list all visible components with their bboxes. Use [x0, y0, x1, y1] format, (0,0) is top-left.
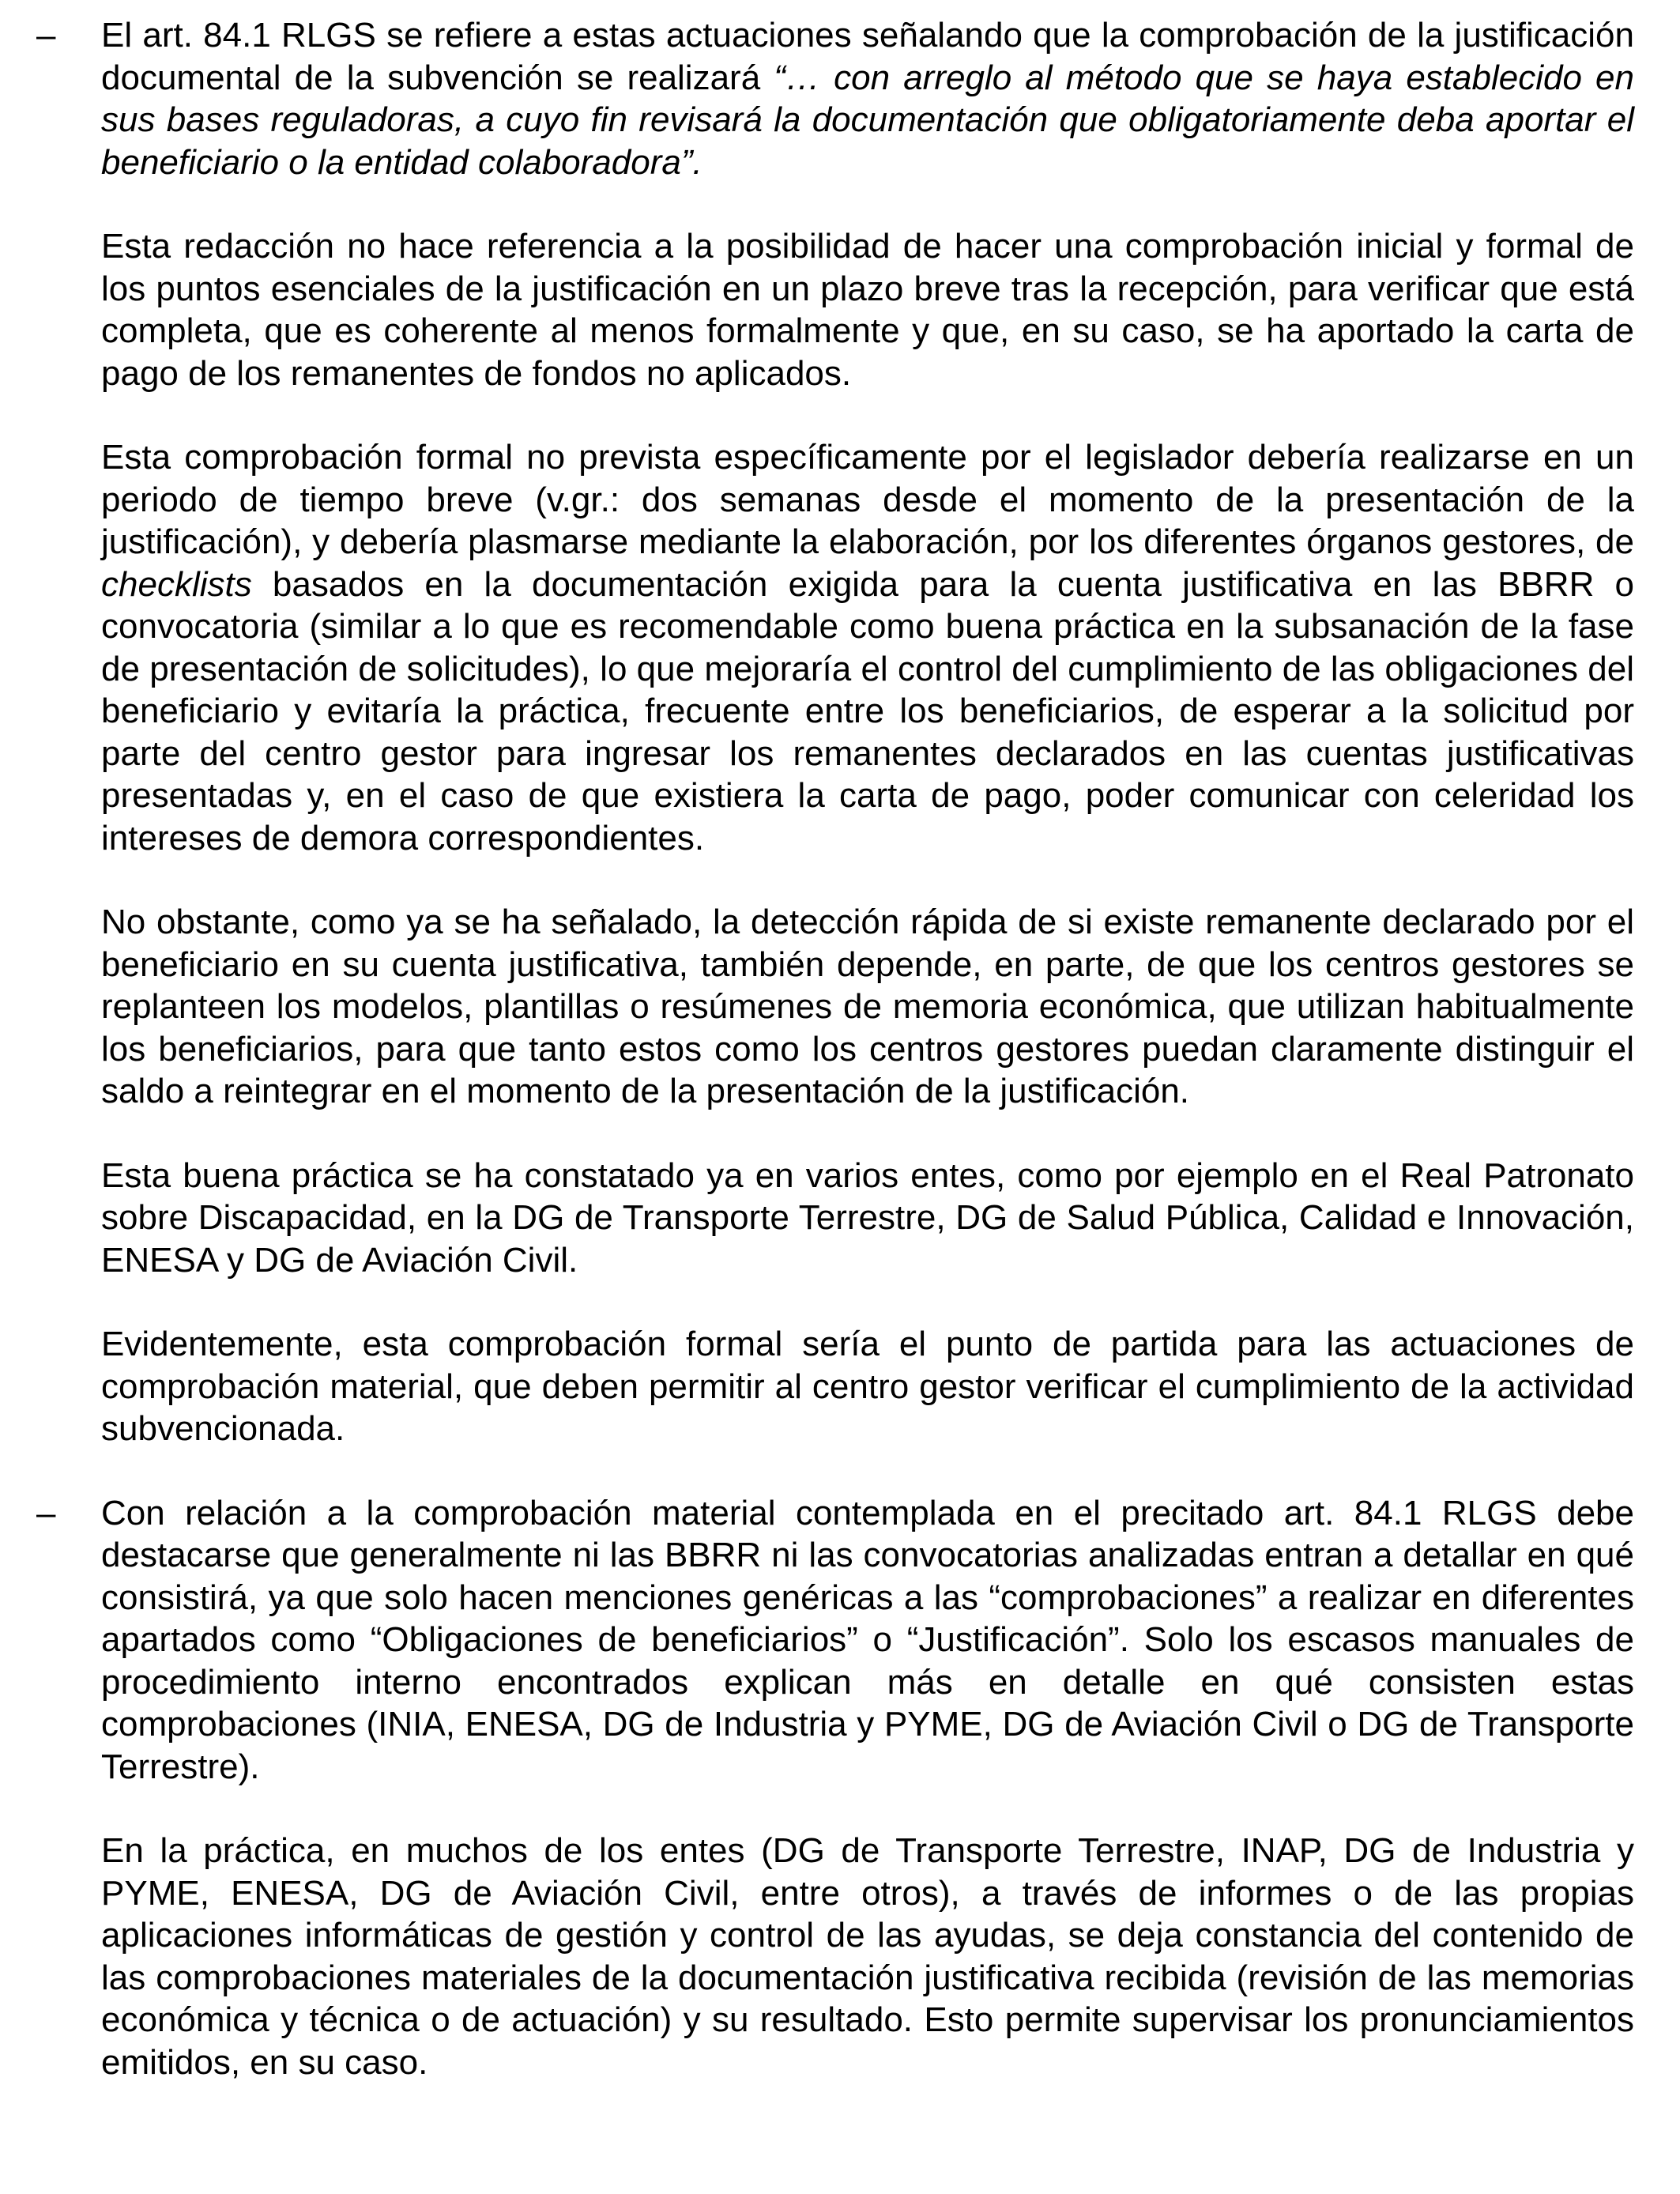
body-paragraph: [101, 436, 1634, 859]
bullet-dash: –: [36, 16, 56, 55]
paragraph-text: El art. 84.1 RLGS se refiere a estas actuaciones señalando que la comprobación de la justificación documental de la subvención se realizará: [101, 16, 1634, 97]
body-paragraph: [101, 1155, 1634, 1282]
paragraph-text: En la práctica, en muchos de los entes (DG de Transporte Terrestre, INAP, DG de Industria y PYME, ENESA, DG de Aviación Civil, entre otros), a través de informes o de las propias aplicaciones informáticas de gestión y control de las ayudas, se deja constancia del contenido de las comprobaciones materiales de la documentación justificativa recibida (revisión de las memorias económica y técnica o de actuación) y su resultado. Esto permite supervisar los pronunciamientos emitidos, en su caso.: [101, 1831, 1634, 2082]
body-paragraph: [101, 225, 1634, 394]
paragraph-text: basados en la documentación exigida para la cuenta justificativa en las BBRR o convocatoria (similar a lo que es recomendable como buena práctica en la subsanación de la fase de presentación de solicitudes), lo que mejoraría el control del cumplimiento de las obligaciones del beneficiario y evitaría la práctica, frecuente entre los beneficiarios, de esperar a la solicitud por parte del centro gestor para ingresar los remanentes declarados en las cuentas justificativas presentadas y, en el caso de que existiera la carta de pago, poder comunicar con celeridad los intereses de demora correspondientes.: [101, 564, 1634, 858]
bullet-paragraph: [36, 1492, 1634, 1789]
paragraph-text: Esta buena práctica se ha constatado ya en varios entes, como por ejemplo en el Real Patronato sobre Discapacidad, en la DG de Transporte Terrestre, DG de Salud Pública, Calidad e Innovación, ENESA y DG de Aviación Civil.: [101, 1155, 1634, 1280]
italic-text: checklists: [101, 564, 252, 604]
paragraph-text: Evidentemente, esta comprobación formal sería el punto de partida para las actuaciones de comprobación material, que deben permitir al centro gestor verificar el cumplimiento de la actividad subvencionada.: [101, 1325, 1634, 1448]
paragraph-text: Esta redacción no hace referencia a la posibilidad de hacer una comprobación inicial y formal de los puntos esenciales de la justificación en un plazo breve tras la recepción, para verificar que está completa, que es coherente al menos formalmente y que, en su caso, se ha aportado la carta de pago de los remanentes de fondos no aplicados.: [101, 227, 1634, 393]
paragraph-text: Esta comprobación formal no prevista específicamente por el legislador debería realizarse en un periodo de tiempo breve (v.gr.: dos semanas desde el momento de la presentación de la justificación), y debería plasmarse mediante la elaboración, por los diferentes órganos gestores, de: [101, 438, 1634, 561]
body-paragraph: [101, 1830, 1634, 2083]
body-paragraph: [101, 901, 1634, 1113]
paragraph-text: Con relación a la comprobación material contemplada en el precitado art. 84.1 RLGS debe destacarse que generalmente ni las BBRR ni las convocatorias analizadas entran a detallar en qué consistirá, ya que solo hacen menciones genéricas a las “comprobaciones” a realizar en diferentes apartados como “Obligaciones de beneficiarios” o “Justificación”. Solo los escasos manuales de procedimiento interno encontrados explican más en detalle en qué consisten estas comprobaciones (INIA, ENESA, DG de Industria y PYME, DG de Aviación Civil o DG de Transporte Terrestre).: [101, 1493, 1634, 1786]
bullet-paragraph: [36, 14, 1634, 183]
paragraph-text: No obstante, como ya se ha señalado, la detección rápida de si existe remanente declarado por el beneficiario en su cuenta justificativa, también depende, en parte, de que los centros gestores se replanteen los modelos, plantillas o resúmenes de memoria económica, que utilizan habitualmente los beneficiarios, para que tanto estos como los centros gestores puedan claramente distinguir el saldo a reintegrar en el momento de la presentación de la justificación.: [101, 903, 1634, 1110]
document-body: [36, 14, 1634, 2125]
bullet-dash: –: [36, 1493, 56, 1532]
body-paragraph: [101, 1323, 1634, 1450]
italic-text: “… con arreglo al método que se haya establecido en sus bases reguladoras, a cuyo fin revisará la documentación que obligatoriamente deba aportar el beneficiario o la entidad colaboradora”.: [101, 58, 1634, 182]
